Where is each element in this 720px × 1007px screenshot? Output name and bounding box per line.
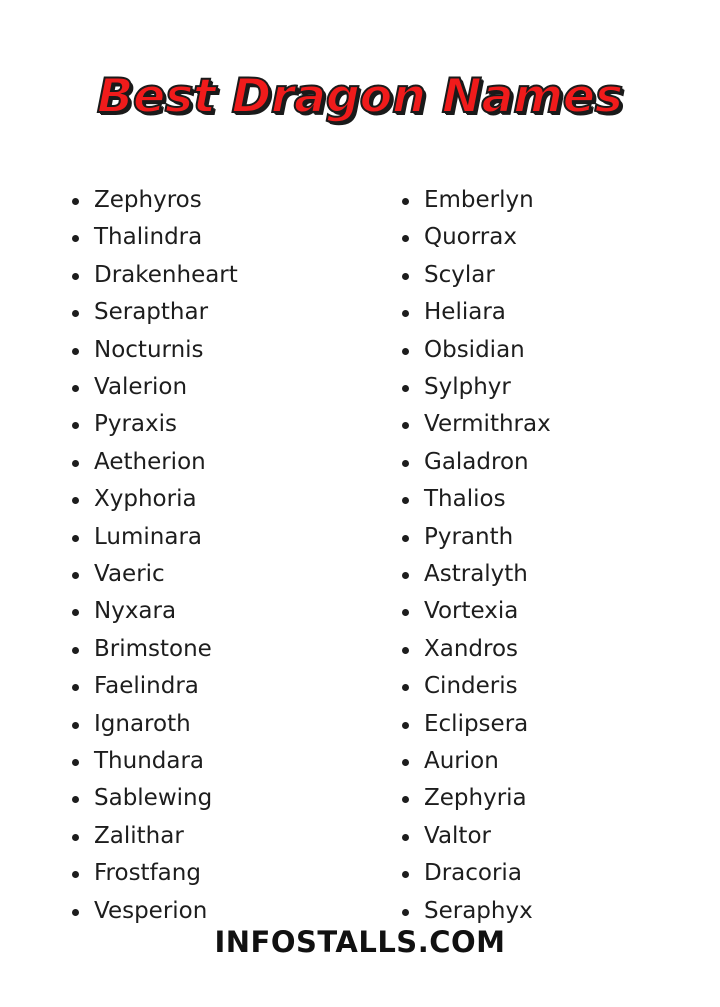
- list-item: Pyraxis: [58, 406, 358, 443]
- list-item: Xyphoria: [58, 481, 358, 518]
- footer: [0, 925, 720, 959]
- list-item: Obsidian: [388, 332, 658, 369]
- list-item: Sylphyr: [388, 369, 658, 406]
- name-columns: [0, 182, 720, 930]
- list-item: Thalindra: [58, 219, 358, 256]
- list-item: Thalios: [388, 481, 658, 518]
- list-item: Faelindra: [58, 668, 358, 705]
- list-item: Valerion: [58, 369, 358, 406]
- list-item: Nocturnis: [58, 332, 358, 369]
- list-item: Astralyth: [388, 556, 658, 593]
- list-item: Zephyria: [388, 780, 658, 817]
- list-item: Aurion: [388, 743, 658, 780]
- list-item: Zalithar: [58, 818, 358, 855]
- site-watermark: INFOSTALLS.COM: [214, 925, 506, 959]
- list-item: Sablewing: [58, 780, 358, 817]
- list-item: Serapthar: [58, 294, 358, 331]
- list-item: Xandros: [388, 631, 658, 668]
- list-item: Nyxara: [58, 593, 358, 630]
- left-name-list: [58, 182, 358, 930]
- list-item: Quorrax: [388, 219, 658, 256]
- list-item: Vesperion: [58, 893, 358, 930]
- list-item: Drakenheart: [58, 257, 358, 294]
- list-item: Vortexia: [388, 593, 658, 630]
- list-item: Heliara: [388, 294, 658, 331]
- list-item: Vaeric: [58, 556, 358, 593]
- list-item: Seraphyx: [388, 893, 658, 930]
- list-item: Emberlyn: [388, 182, 658, 219]
- list-item: Scylar: [388, 257, 658, 294]
- list-item: Zephyros: [58, 182, 358, 219]
- list-item: Dracoria: [388, 855, 658, 892]
- left-column: [58, 182, 358, 930]
- list-item: Pyranth: [388, 519, 658, 556]
- list-item: Galadron: [388, 444, 658, 481]
- list-item: Vermithrax: [388, 406, 658, 443]
- list-item: Brimstone: [58, 631, 358, 668]
- list-item: Luminara: [58, 519, 358, 556]
- right-name-list: [388, 182, 658, 930]
- list-item: Frostfang: [58, 855, 358, 892]
- list-item: Eclipsera: [388, 706, 658, 743]
- page-title: Best Dragon Names: [97, 69, 623, 125]
- list-item: Ignaroth: [58, 706, 358, 743]
- list-item: Valtor: [388, 818, 658, 855]
- list-item: Thundara: [58, 743, 358, 780]
- right-column: [358, 182, 658, 930]
- title-container: [0, 0, 720, 156]
- list-item: Aetherion: [58, 444, 358, 481]
- list-item: Cinderis: [388, 668, 658, 705]
